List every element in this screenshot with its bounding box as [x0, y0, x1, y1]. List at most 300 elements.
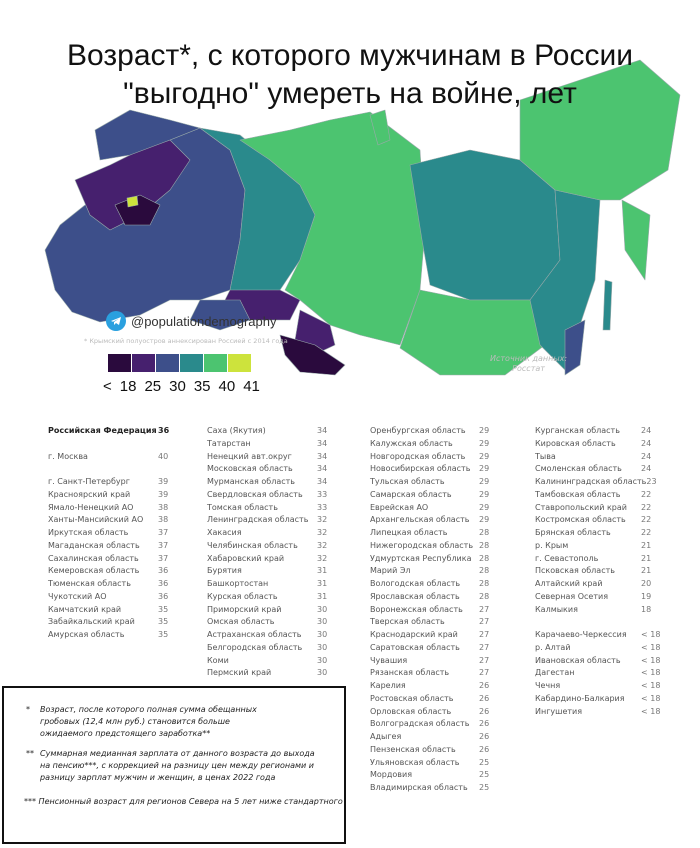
region-name: Сахалинская область [48, 553, 139, 563]
region-name: Башкортостан [207, 579, 269, 588]
region-name: Волгоградская область [370, 719, 470, 729]
table-row [535, 489, 661, 502]
region-moscow [127, 196, 138, 207]
region-name: Владимирская область [370, 783, 468, 792]
region-value: 30 [317, 642, 328, 652]
table-row [207, 553, 331, 566]
table-row [370, 655, 493, 668]
region-name: г. Санкт-Петербург [48, 477, 130, 486]
region-name: Омская область [207, 617, 275, 627]
table-row [370, 553, 493, 566]
region-name: Марий Эл [370, 566, 411, 576]
table-row [207, 655, 331, 668]
region-sakhalin [603, 280, 612, 330]
region-value: 23 [646, 477, 657, 486]
table-row [207, 578, 331, 591]
region-name: Липецкая область [370, 528, 448, 537]
region-value: 29 [479, 502, 490, 512]
table-row [370, 718, 493, 731]
region-primorye [565, 320, 585, 375]
table-row [535, 425, 661, 438]
table-row [48, 553, 172, 566]
region-value: 32 [317, 528, 328, 537]
table-row [48, 425, 172, 438]
footnote-2 [26, 748, 315, 784]
legend-swatch [132, 354, 156, 372]
table-row [48, 629, 172, 642]
region-name: Карелия [370, 681, 406, 690]
telegram-handle-text: @populationdemography [131, 313, 277, 329]
table-row [207, 502, 331, 515]
table-row [48, 616, 172, 629]
table-row [370, 642, 493, 655]
region-name: Астраханская область [207, 630, 302, 639]
map-title-line-2: "выгодно" умереть на войне, лет [123, 77, 577, 110]
table-row [370, 527, 493, 540]
region-value: 22 [641, 528, 652, 537]
region-value: 37 [158, 528, 169, 537]
region-value: 33 [317, 489, 328, 499]
table-row [535, 591, 661, 604]
table-row [48, 604, 172, 617]
crimea-note: * Крымский полуостров аннексирован Россией с 2014 года [84, 337, 288, 345]
region-kamchatka [622, 200, 650, 280]
legend-label: 18 [119, 378, 137, 395]
region-value: 30 [317, 604, 328, 614]
table-row [207, 540, 331, 553]
footnote-2-line: разницу зарплат мужчин и женщин, в ценах 2022 года [40, 773, 276, 782]
region-value: 34 [317, 451, 328, 461]
region-name: Ивановская область [535, 655, 621, 665]
region-value: 35 [158, 604, 169, 614]
region-name: Мурманская область [207, 477, 295, 486]
region-name: Иркутская область [48, 528, 129, 537]
region-name: Ханты-Мансийский АО [48, 515, 144, 525]
region-value: 26 [479, 706, 490, 716]
table-row [48, 565, 172, 578]
table-row [207, 642, 331, 655]
table-row [207, 476, 331, 489]
table-row [370, 451, 493, 464]
region-value: 30 [317, 655, 328, 665]
region-name: Калининградская область [535, 477, 647, 486]
table-row [207, 451, 331, 464]
region-name: Северная Осетия [535, 591, 608, 601]
table-row [535, 565, 661, 578]
region-value: 30 [317, 630, 328, 639]
region-value: 36 [158, 591, 169, 601]
region-name: Тверская область [370, 617, 445, 627]
region-value: 36 [158, 579, 169, 588]
table-row [207, 591, 331, 604]
region-value: 29 [479, 464, 490, 474]
region-value: 32 [317, 540, 328, 550]
region-name: Тыва [535, 451, 556, 461]
region-value: 24 [641, 426, 652, 435]
table-row [207, 616, 331, 629]
table-row [370, 667, 493, 680]
region-name: Карачаево-Черкессия [535, 630, 627, 639]
region-name: Чувашия [370, 655, 408, 665]
region-value: 34 [317, 426, 328, 435]
table-row [207, 514, 331, 527]
region-name: Забайкальский край [48, 617, 135, 627]
table-row [207, 667, 331, 680]
region-name: Вологодская область [370, 579, 461, 588]
region-value: 28 [479, 591, 490, 601]
region-value: 28 [479, 540, 490, 550]
footnote-1-mark: * [26, 705, 30, 714]
region-name: Курганская область [535, 426, 620, 435]
region-name: Свердловская область [207, 489, 303, 499]
region-value: 27 [479, 630, 490, 639]
region-value: 34 [317, 438, 328, 448]
table-row [48, 489, 172, 502]
table-row [207, 463, 331, 476]
region-value: 20 [641, 579, 652, 588]
region-name: Камчатский край [48, 604, 122, 614]
region-name: Ленинградская область [207, 515, 309, 525]
region-value: 22 [641, 489, 652, 499]
table-row [535, 680, 661, 693]
table-row [535, 451, 661, 464]
region-value: 29 [479, 451, 490, 461]
table-row [370, 476, 493, 489]
table-row [370, 514, 493, 527]
table-column-4 [535, 425, 661, 718]
table-row [48, 502, 172, 515]
region-value: 26 [479, 744, 490, 754]
legend-label: < [103, 378, 112, 395]
region-value: < 18 [641, 630, 661, 639]
region-name: Самарская область [370, 489, 452, 499]
region-name: Кабардино-Балкария [535, 693, 625, 703]
table-row [535, 667, 661, 680]
table-column-1 [48, 425, 172, 642]
region-value: 28 [479, 566, 490, 576]
region-name: Челябинская область [207, 540, 298, 550]
table-row [535, 476, 661, 489]
region-value: 34 [317, 477, 328, 486]
region-value: 32 [317, 515, 328, 525]
region-value: 29 [479, 426, 490, 435]
region-value: 40 [158, 451, 169, 461]
table-row [535, 540, 661, 553]
region-value: 31 [317, 591, 328, 601]
table-row [370, 425, 493, 438]
legend-swatch [228, 354, 252, 372]
table-column-2 [207, 425, 331, 680]
region-value: 31 [317, 566, 328, 576]
region-value: 18 [641, 604, 652, 614]
region-name: Чечня [535, 681, 561, 690]
table-row [535, 553, 661, 566]
region-name: Тамбовская область [535, 489, 621, 499]
region-name: Бурятия [207, 566, 242, 576]
table-column-3 [370, 425, 493, 795]
region-name: Московская область [207, 464, 293, 474]
table-row [48, 540, 172, 553]
region-name: р. Алтай [535, 642, 571, 652]
region-value: 35 [158, 617, 169, 627]
table-row [207, 489, 331, 502]
table-row [48, 451, 172, 464]
table-row [370, 616, 493, 629]
region-value: 30 [317, 617, 328, 627]
table-row [535, 655, 661, 668]
region-name: Пензенская область [370, 744, 456, 754]
region-name: Новгородская область [370, 451, 466, 461]
legend-label: 35 [193, 378, 211, 395]
region-value: 29 [479, 477, 490, 486]
region-name: Красноярский край [48, 489, 131, 499]
footnote-1-line: ожидаемого предстоящего заработка** [40, 729, 211, 738]
region-name: Оренбургская область [370, 426, 466, 435]
region-value: < 18 [641, 693, 661, 703]
region-value: < 18 [641, 681, 661, 690]
region-value: 27 [479, 642, 490, 652]
footnote-3 [24, 796, 343, 808]
region-value: 24 [641, 464, 652, 474]
table-row [535, 706, 661, 719]
table-row [370, 578, 493, 591]
region-value: 38 [158, 502, 169, 512]
footnote-3-mark: *** [24, 797, 36, 806]
region-name: Адыгея [370, 732, 402, 741]
region-name: Воронежская область [370, 604, 463, 614]
legend-swatch [204, 354, 228, 372]
footnotes-box [2, 686, 346, 844]
legend-label: 30 [169, 378, 186, 395]
region-name: Магаданская область [48, 540, 140, 550]
table-row [535, 502, 661, 515]
table-row [207, 604, 331, 617]
region-name: Архангельская область [370, 515, 470, 525]
region-name: г. Москва [48, 451, 88, 461]
region-value: 34 [317, 464, 328, 474]
region-value: 25 [479, 757, 490, 767]
table-row [48, 514, 172, 527]
footnote-1-line: гробовых (12,4 млн руб.) становится больше [40, 717, 230, 726]
table-row [370, 604, 493, 617]
region-value: 36 [158, 426, 170, 435]
legend-label: 40 [218, 378, 236, 395]
region-name: Пермский край [207, 668, 272, 678]
table-row [370, 769, 493, 782]
telegram-handle [106, 311, 276, 331]
region-name: Псковская область [535, 566, 615, 576]
region-value: 22 [641, 502, 652, 512]
region-name: Орловская область [370, 706, 452, 716]
region-name: Кировская область [535, 438, 616, 448]
region-name: Хабаровский край [207, 553, 285, 563]
region-value: 29 [479, 515, 490, 525]
region-value: 35 [158, 630, 169, 639]
table-row [535, 514, 661, 527]
table-row [535, 438, 661, 451]
region-value: 21 [641, 540, 652, 550]
region-value: 25 [479, 783, 490, 792]
region-value: 27 [479, 668, 490, 678]
region-name: Калмыкия [535, 604, 578, 614]
legend-label: 41 [243, 378, 260, 395]
region-name: Саха (Якутия) [207, 426, 266, 435]
footnote-1 [26, 704, 257, 740]
table-row [207, 438, 331, 451]
region-name: Нижегородская область [370, 540, 474, 550]
legend-swatch [156, 354, 180, 372]
region-name: Приморский край [207, 604, 282, 614]
region-name: Белгородская область [207, 642, 303, 652]
region-name: Алтайский край [535, 579, 603, 588]
region-name: Амурская область [48, 630, 125, 639]
region-value: < 18 [641, 655, 661, 665]
region-name: Удмуртская Республика [370, 553, 472, 563]
table-row [370, 502, 493, 515]
region-value: 25 [479, 770, 490, 780]
region-value: 39 [158, 489, 169, 499]
footnote-2-line: Суммарная медианная зарплата от данного возраста до выхода [40, 749, 315, 758]
legend-swatch [180, 354, 204, 372]
table-row [370, 438, 493, 451]
region-value: 27 [479, 617, 490, 627]
region-name: Тюменская область [48, 579, 131, 588]
source-name: Росстат [512, 364, 545, 373]
table-row [48, 591, 172, 604]
region-name: Курская область [207, 591, 278, 601]
table-row [370, 731, 493, 744]
region-value: 30 [317, 668, 328, 678]
region-name: Рязанская область [370, 668, 450, 678]
region-value: < 18 [641, 642, 661, 652]
region-value: 37 [158, 540, 169, 550]
region-value: 27 [479, 604, 490, 614]
region-value: 36 [158, 566, 169, 576]
region-value: 26 [479, 693, 490, 703]
table-row [370, 680, 493, 693]
region-name: Тульская область [370, 477, 445, 486]
table-row [370, 744, 493, 757]
region-value: 38 [158, 515, 169, 525]
legend-swatch [108, 354, 132, 372]
table-row [535, 463, 661, 476]
table-row [48, 527, 172, 540]
table-row [370, 591, 493, 604]
table-row [370, 629, 493, 642]
region-name: Ростовская область [370, 693, 454, 703]
region-value: 39 [158, 477, 169, 486]
table-row [535, 693, 661, 706]
legend-labels [103, 378, 260, 395]
region-name: Саратовская область [370, 642, 460, 652]
source-label: Источник данных: [490, 354, 568, 363]
region-name: Татарстан [207, 438, 251, 448]
region-value: 37 [158, 553, 169, 563]
region-name: Еврейская АО [370, 502, 429, 512]
table-row [207, 565, 331, 578]
region-name: Смоленская область [535, 464, 622, 474]
region-value: 28 [479, 528, 490, 537]
region-name: Чукотский АО [48, 591, 107, 601]
region-name: Брянская область [535, 528, 611, 537]
region-value: 22 [641, 515, 652, 525]
region-name: Хакасия [207, 528, 242, 537]
region-value: 26 [479, 732, 490, 741]
region-name: Российская Федерация [48, 426, 157, 435]
region-value: < 18 [641, 706, 661, 716]
region-name: Краснодарский край [370, 630, 458, 639]
table-row [370, 706, 493, 719]
region-name: Кемеровская область [48, 566, 140, 576]
region-value: 26 [479, 719, 490, 729]
table-row [535, 527, 661, 540]
footnote-2-line: на пенсию***, с коррекцией на разницу цен между регионами и [40, 761, 314, 770]
region-value: 31 [317, 579, 328, 588]
telegram-icon [106, 311, 126, 331]
region-name: Ямало-Ненецкий АО [48, 502, 134, 512]
region-name: Ставропольский край [535, 502, 627, 512]
region-name: Томская область [207, 502, 278, 512]
region-value: 33 [317, 502, 328, 512]
footnote-1-line: Возраст, после которого полная сумма обещанных [40, 705, 257, 714]
table-row [370, 782, 493, 795]
table-row [535, 604, 661, 617]
map-title-line-1: Возраст*, с которого мужчинам в России [67, 39, 633, 72]
region-name: Ненецкий авт.округ [207, 451, 292, 461]
region-value: 32 [317, 553, 328, 563]
legend-label: 25 [144, 378, 162, 395]
region-name: Ульяновская область [370, 757, 460, 767]
table-row [207, 527, 331, 540]
region-name: Калужская область [370, 438, 453, 448]
table-row [535, 642, 661, 655]
region-name: Коми [207, 655, 229, 665]
region-name: г. Севастополь [535, 553, 599, 563]
table-row [48, 578, 172, 591]
region-value: 24 [641, 451, 652, 461]
region-name: Мордовия [370, 770, 413, 780]
source-note [490, 354, 567, 374]
region-value: 24 [641, 438, 652, 448]
table-row [370, 693, 493, 706]
footnote-2-mark: ** [26, 749, 34, 758]
region-value: 19 [641, 591, 652, 601]
region-name: Новосибирская область [370, 464, 471, 474]
table-row [370, 757, 493, 770]
region-value: 26 [479, 681, 490, 690]
table-row [207, 629, 331, 642]
color-legend [108, 354, 252, 372]
region-value: 29 [479, 489, 490, 499]
table-row [48, 476, 172, 489]
region-value: 21 [641, 553, 652, 563]
region-value: 29 [479, 438, 490, 448]
region-name: р. Крым [535, 540, 569, 550]
table-row [207, 425, 331, 438]
region-value: < 18 [641, 668, 661, 678]
region-value: 28 [479, 579, 490, 588]
table-row [535, 578, 661, 591]
region-name: Ярославская область [370, 591, 460, 601]
table-row [535, 629, 661, 642]
region-name: Ингушетия [535, 706, 583, 716]
region-value: 27 [479, 655, 490, 665]
region-name: Костромская область [535, 515, 626, 525]
footnote-3-line: Пенсионный возраст для регионов Севера на 5 лет ниже стандартного [38, 797, 343, 806]
table-row [370, 565, 493, 578]
table-row [370, 463, 493, 476]
region-value: 21 [641, 566, 652, 576]
